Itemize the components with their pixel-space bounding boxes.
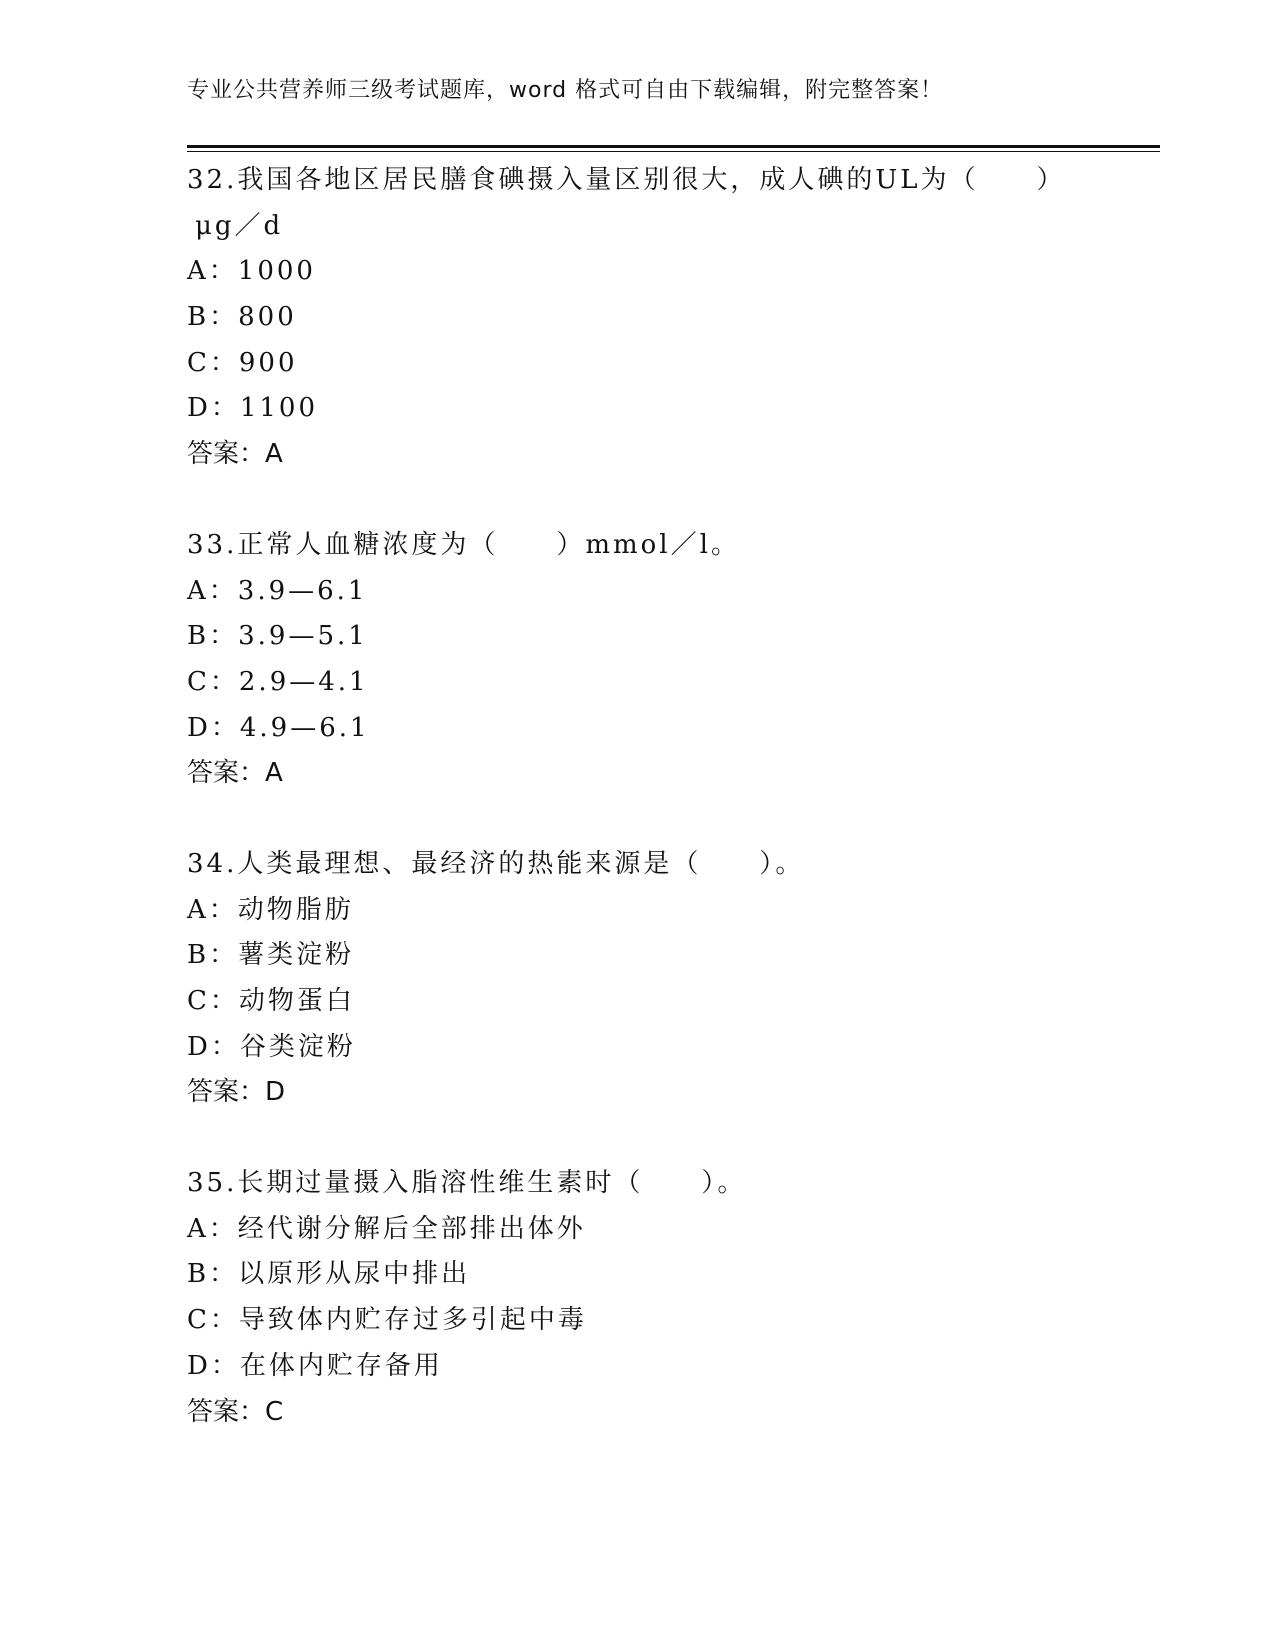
answer-line: 答案：D: [187, 1077, 286, 1108]
option-a: A：动物脂肪: [187, 894, 354, 925]
answer-line: 答案：A: [187, 758, 283, 789]
option-d: D：谷类淀粉: [187, 1031, 356, 1062]
option-c: C：动物蛋白: [187, 986, 355, 1016]
option-c: C：2.9—4.1: [187, 666, 369, 697]
question-list: [187, 158, 1147, 1480]
option-d: D：4.9—6.1: [187, 712, 370, 743]
header-rule-thin: [187, 151, 1160, 152]
page-header: 专业公共营养师三级考试题库，word 格式可自由下载编辑，附完整答案！: [187, 78, 944, 103]
question-32: [187, 158, 1147, 478]
question-35: [187, 1161, 1147, 1435]
answer-line: 答案：C: [187, 1396, 284, 1427]
option-a: A：1000: [187, 256, 316, 287]
option-a: A：3.9—6.1: [187, 575, 368, 606]
option-b: B：3.9—5.1: [187, 621, 368, 652]
question-33: [187, 523, 1147, 797]
question-34: [187, 842, 1147, 1116]
option-d: D：在体内贮存备用: [187, 1350, 443, 1381]
question-stem: 34.人类最理想、最经济的热能来源是（ ）。: [187, 848, 805, 879]
option-b: B：以原形从尿中排出: [187, 1259, 471, 1290]
question-stem-continued: μg／d: [195, 210, 284, 241]
option-c: C：900: [187, 347, 298, 378]
question-stem: 35.长期过量摄入脂溶性维生素时（ ）。: [187, 1168, 747, 1199]
option-a: A：经代谢分解后全部排出体外: [187, 1213, 586, 1244]
option-b: B：800: [187, 302, 297, 333]
option-c: C：导致体内贮存过多引起中毒: [187, 1305, 587, 1336]
header-rule-thick: [187, 145, 1160, 148]
option-d: D：1100: [187, 393, 319, 424]
answer-line: 答案：A: [187, 439, 283, 470]
question-stem: 32.我国各地区居民膳食碘摄入量区别很大，成人碘的UL为（ ）: [187, 165, 1066, 195]
question-stem: 33.正常人血糖浓度为（ ）mmol／l。: [187, 529, 740, 560]
option-b: B：薯类淀粉: [187, 940, 355, 971]
